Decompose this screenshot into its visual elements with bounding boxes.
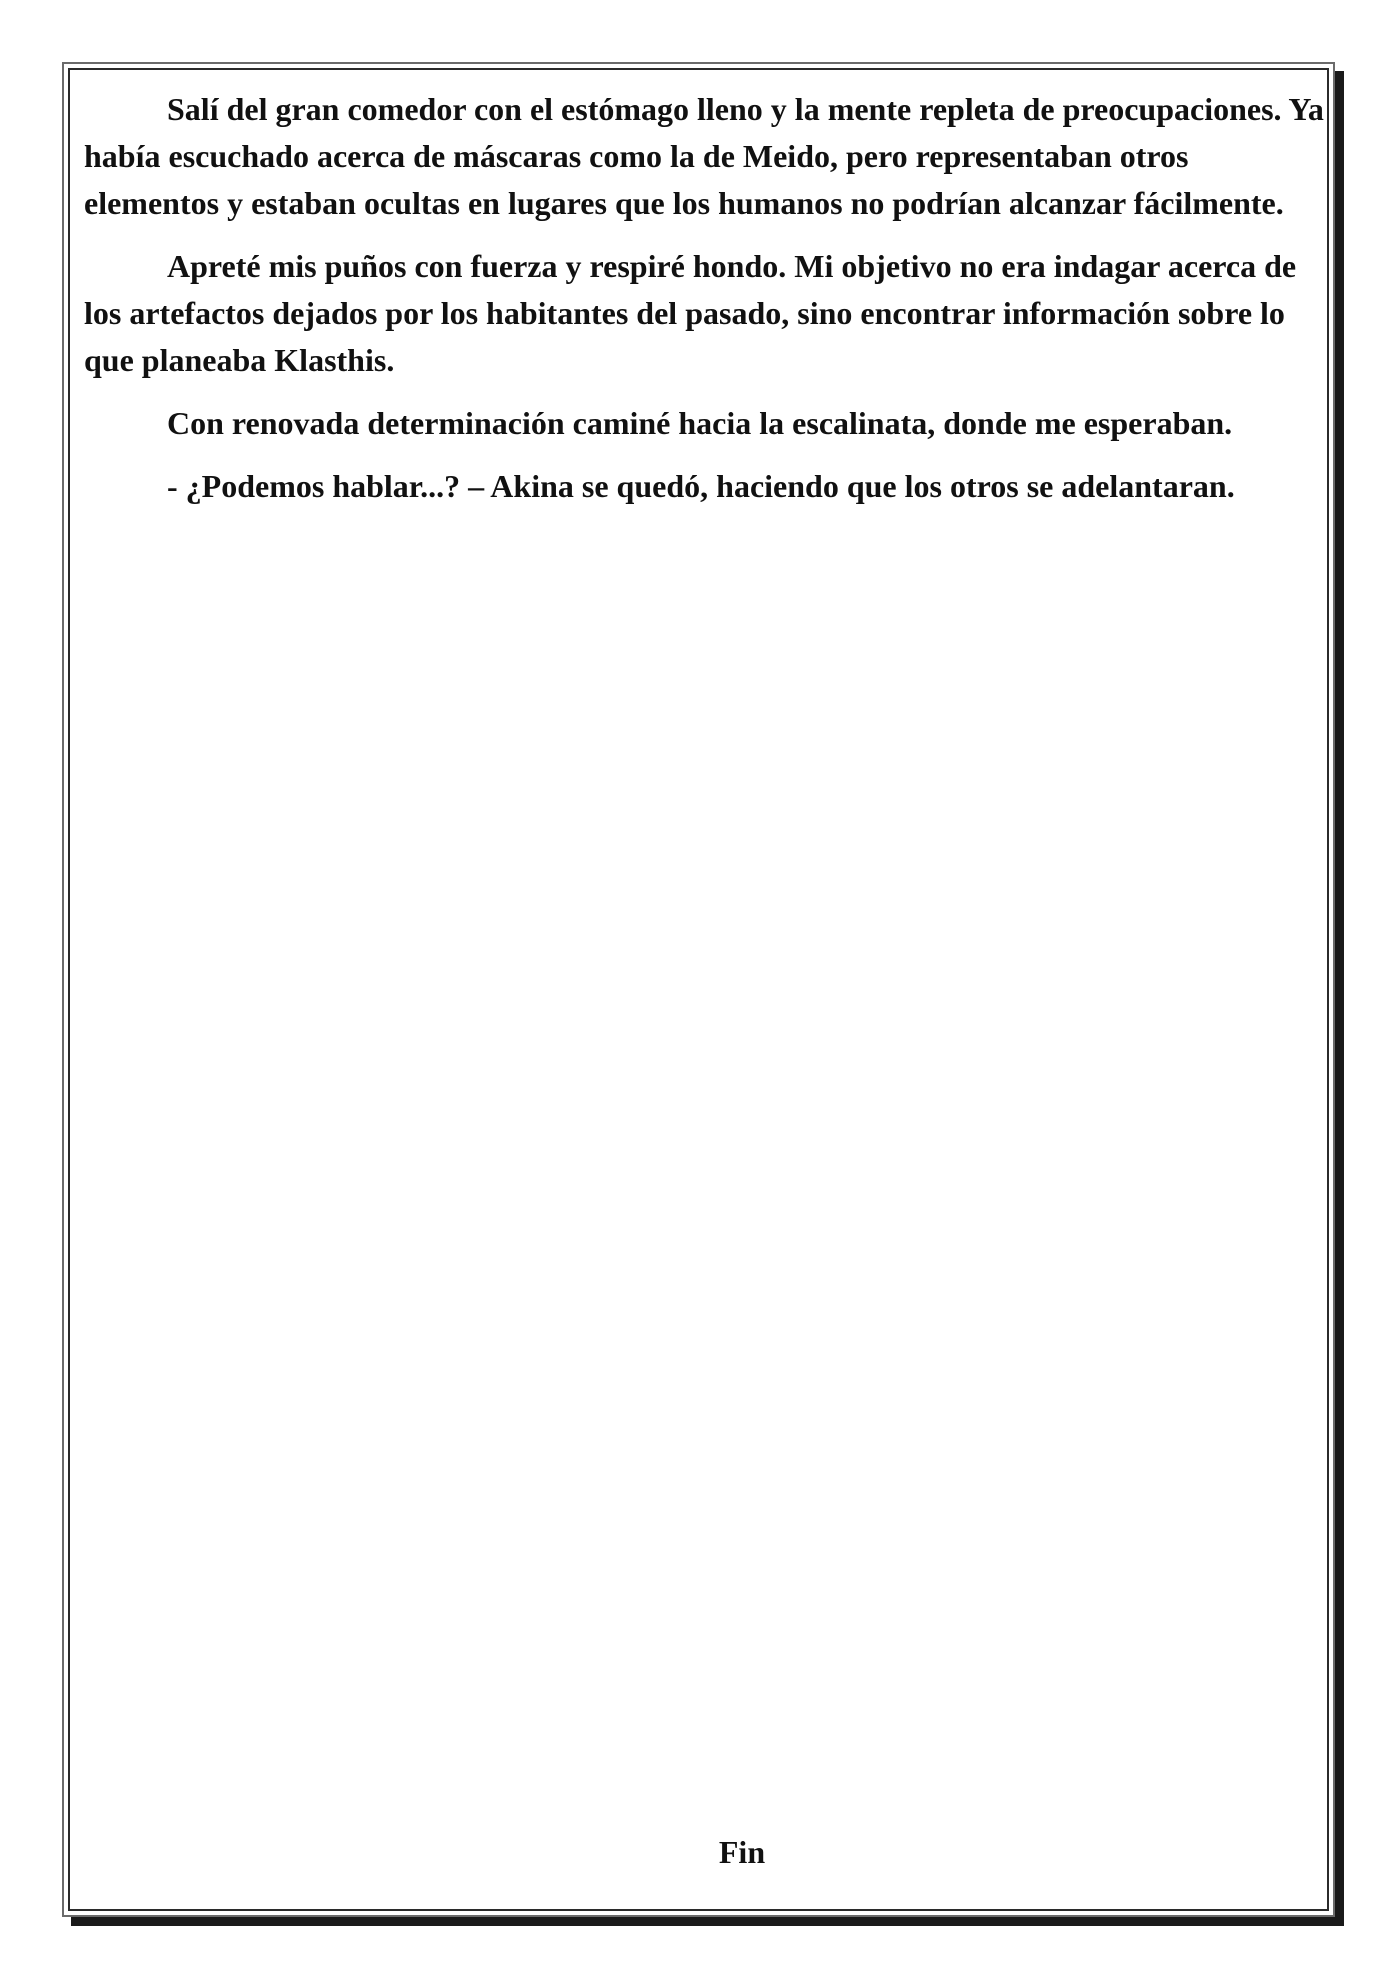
- story-text: [84, 86, 1324, 526]
- paragraph-3: Con renovada determinación caminé hacia la escalinata, donde me esperaban.: [167, 405, 1233, 441]
- paragraph-4-dialogue: - ¿Podemos hablar...? – Akina se quedó, haciendo que los otros se adelantaran.: [167, 468, 1235, 504]
- ending-label: Fin: [718, 1834, 766, 1870]
- paragraph-2: Apreté mis puños con fuerza y respiré hondo. Mi objetivo no era indagar acerca de los artefactos dejados por los habitantes del pasado, sino encontrar información sobre lo que planeaba Klasthis.: [84, 248, 1297, 378]
- paragraph-1: Salí del gran comedor con el estómago lleno y la mente repleta de preocupaciones. Ya había escuchado acerca de máscaras como la de Meido, pero representaban otros elementos y estaban ocultas en lugares que los humanos no podrían alcanzar fácilmente.: [84, 91, 1324, 221]
